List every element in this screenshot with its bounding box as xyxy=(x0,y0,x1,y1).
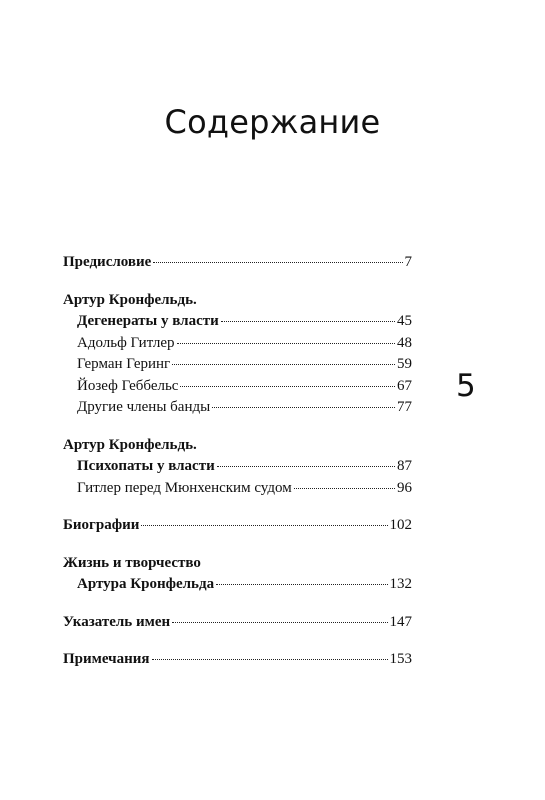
toc-entry-label: Указатель имен xyxy=(63,613,171,630)
dot-leader xyxy=(212,407,395,408)
toc-entry-gang[interactable] xyxy=(63,397,412,419)
toc-entry-label: Йозеф Геббельс xyxy=(77,377,179,394)
dot-leader xyxy=(217,466,395,467)
dot-leader xyxy=(216,584,387,585)
dot-leader xyxy=(172,364,395,365)
toc-entry-page: 102 xyxy=(389,517,412,533)
toc-entry-page: 45 xyxy=(397,313,412,329)
toc-entry-index[interactable] xyxy=(63,612,412,634)
dot-leader xyxy=(221,321,395,322)
toc-entry-label: Гитлер перед Мюнхенским судом xyxy=(77,479,292,496)
toc-section-author xyxy=(63,435,412,457)
toc-entry-label: Артур Кронфельдь. xyxy=(63,436,197,453)
toc-entry-section1[interactable] xyxy=(63,311,412,333)
toc-entry-life[interactable] xyxy=(63,574,412,596)
toc-entry-preface[interactable] xyxy=(63,252,412,274)
dot-leader xyxy=(141,525,387,526)
toc-entry-label: Артура Кронфельда xyxy=(77,576,215,592)
toc-entry-page: 67 xyxy=(397,377,412,394)
toc-entry-label: Биографии xyxy=(63,517,140,533)
toc-entry-page: 77 xyxy=(397,399,412,415)
table-of-contents xyxy=(63,252,412,671)
dot-leader xyxy=(153,262,402,263)
page-number: 5 xyxy=(456,368,476,404)
toc-entry-munich[interactable] xyxy=(63,478,412,500)
toc-entry-page: 132 xyxy=(389,576,412,592)
toc-entry-label: Дегенераты у власти xyxy=(77,313,219,329)
toc-entry-label: Примечания xyxy=(63,651,150,667)
page-title: Содержание xyxy=(164,103,381,141)
toc-entry-goering[interactable] xyxy=(63,354,412,376)
toc-entry-notes[interactable] xyxy=(63,649,412,671)
toc-entry-hitler[interactable] xyxy=(63,333,412,355)
toc-entry-label: Адольф Гитлер xyxy=(77,334,175,351)
toc-entry-page: 147 xyxy=(389,613,412,630)
toc-entry-section2[interactable] xyxy=(63,456,412,478)
toc-entry-label: Жизнь и творчество xyxy=(63,554,201,571)
toc-entry-label: Артур Кронфельдь. xyxy=(63,291,197,308)
toc-entry-page: 96 xyxy=(397,479,412,496)
dot-leader xyxy=(152,659,388,660)
toc-entry-page: 153 xyxy=(389,651,412,667)
toc-entry-biographies[interactable] xyxy=(63,515,412,537)
toc-entry-page: 48 xyxy=(397,334,412,351)
dot-leader xyxy=(294,488,395,489)
toc-entry-goebbels[interactable] xyxy=(63,376,412,398)
toc-entry-label: Другие члены банды xyxy=(77,399,211,415)
toc-entry-label: Психопаты у власти xyxy=(77,458,215,474)
toc-entry-page: 87 xyxy=(397,458,412,474)
toc-entry-label: Герман Геринг xyxy=(77,356,171,372)
toc-entry-page: 59 xyxy=(397,356,412,372)
toc-section-author xyxy=(63,290,412,312)
toc-entry-label: Предисловие xyxy=(63,254,152,270)
dot-leader xyxy=(177,343,395,344)
toc-section-author xyxy=(63,553,412,575)
dot-leader xyxy=(180,386,395,387)
toc-entry-page: 7 xyxy=(404,254,412,270)
dot-leader xyxy=(172,622,387,623)
